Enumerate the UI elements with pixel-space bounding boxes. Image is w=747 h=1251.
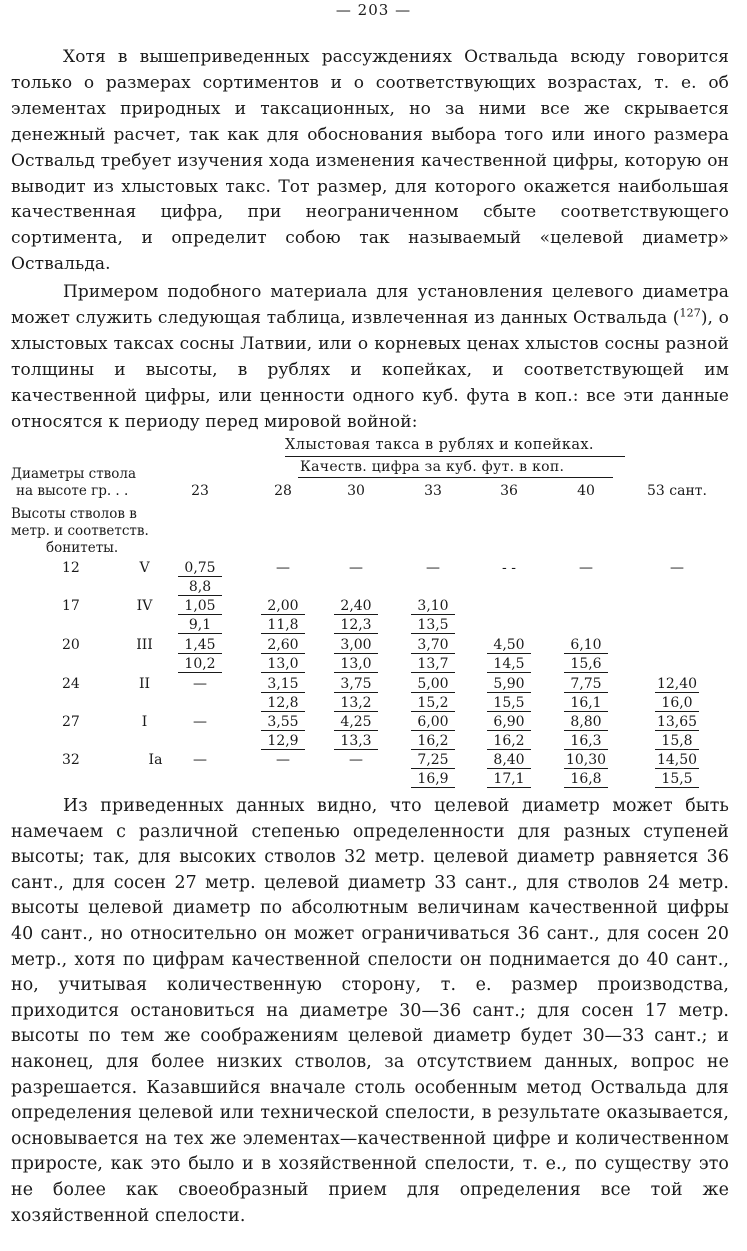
quality-cell: 15,6	[564, 656, 608, 673]
paragraph-conclusion: Из приведенных данных видно, что целевой диаметр может быть намечаем с различной степенью определенности для разных ступеней высоты; так, для высоких стволов 32 метр. целевой диаметр равняется 36 сант., для сосен 27 метр. целевой диаметр 33 сант., для стволов 24 метр. высоты целевой диаметр по абсолютным величинам качественной цифры 40 сант., но относительно он может ограничиваться 36 сант., для сосен 20 метр., хотя по цифрам качественной спелости он поднимается до 40 сант., но, учитывая количественную сторону, т. е. размер производства, приходится остановиться на диаметре 30—36 сант.; для сосен 17 метр. высоты по тем же соображениям целевой диаметр будет 30—33 сант.; и наконец, для более низких стволов, за отсутствием данных, вопрос не разрешается. Казавшийся вначале столь особенным метод Оствальда для определения целевой или технической спелости, в результате оказывается, основывается на тех же элементах—качественной цифре и количественном приросте, как это было и в хозяйственной спелости, т. е., по существу это не более как своеобразный прием для определения все той же хозяйственной спелости.	[11, 796, 729, 1226]
price-cell: —	[276, 560, 290, 576]
quality-cell: 14,5	[487, 656, 531, 673]
page-number: — 203 —	[335, 1, 412, 19]
diameter-label-line1: Диаметры ствола	[11, 466, 137, 482]
price-cell: 2,60	[261, 637, 305, 654]
diameter-header: 28	[274, 483, 292, 499]
quality-cell: 13,7	[411, 656, 455, 673]
price-cell: —	[670, 560, 684, 576]
paragraph-table-intro-end: ), о хлыстовых таксах сосны Латвии, или о корневых ценах хлыстов сосны разной толщины и высоты, в рублях и копейках, и соответствующей им качественной цифры, или ценности одного куб. фута в коп.: все эти данные относятся к периоду перед мировой войной:	[11, 307, 730, 432]
price-cell: 6,00	[411, 714, 455, 731]
diameter-header: 40	[577, 483, 595, 499]
quality-cell: 16,0	[655, 695, 699, 712]
quality-cell: 8,8	[178, 579, 222, 596]
row-bonitet: I	[141, 714, 148, 730]
row-height: 32	[62, 752, 80, 768]
quality-cell: 13,0	[261, 656, 305, 673]
price-cell: —	[426, 560, 440, 576]
price-cell: 8,80	[564, 714, 608, 731]
quality-cell: 15,8	[655, 733, 699, 750]
quality-cell: 16,1	[564, 695, 608, 712]
price-cell: 4,25	[334, 714, 378, 731]
footnote-ref-127: 127	[679, 306, 701, 320]
quality-cell: 11,8	[261, 617, 305, 634]
height-label-line2: метр. и соответств.	[11, 523, 149, 539]
paragraph-table-intro-start: Примером подобного материала для установления целевого диаметра может служить следующая таблица, извлеченная из данных Оствальда (	[11, 282, 729, 328]
price-cell: 12,40	[656, 676, 698, 692]
price-cell: —	[349, 560, 363, 576]
paragraph-ostwald-intro: Хотя в вышеприведенных рассуждениях Оствальда всюду говорится только о размерах сортиментов и о соответствующих возрастах, т. е. об элементах природных и таксационных, но за ними все же скрывается денежный расчет, так как для обоснования выбора того или иного размера Оствальд требует изучения хода изменения качественной цифры, которую он выводит из хлыстовых такс. Тот размер, для которого окажется наибольшая качественная цифра, при неограниченном сбыте соответствующего сортимента, и определит собою так называемый «целевой диаметр» Оствальда.	[11, 47, 729, 275]
quality-cell: 15,5	[655, 771, 699, 788]
quality-cell: 9,1	[178, 617, 222, 634]
price-cell: 1,05	[178, 598, 222, 615]
row-bonitet: II	[138, 676, 151, 692]
quality-cell: 12,9	[261, 733, 305, 750]
quality-cell: 16,3	[564, 733, 608, 750]
row-bonitet: Ia	[148, 752, 163, 768]
row-height: 17	[62, 598, 80, 614]
price-cell: - -	[502, 560, 516, 576]
quality-cell: 17,1	[487, 771, 531, 788]
quality-cell: 13,0	[334, 656, 378, 673]
table-header-quality: Качеств. цифра за куб. фут. в коп.	[300, 459, 565, 475]
row-height: 12	[62, 560, 80, 576]
price-cell: —	[579, 560, 593, 576]
quality-cell: 16,2	[487, 733, 531, 750]
quality-cell: 10,2	[178, 656, 222, 673]
price-cell: 3,75	[334, 676, 378, 693]
price-cell: 3,00	[334, 637, 378, 654]
price-cell: 5,00	[411, 676, 455, 693]
price-cell: 3,70	[411, 637, 455, 654]
row-height: 24	[62, 676, 80, 692]
table-header-price: Хлыстовая такса в рублях и копейках.	[285, 437, 594, 453]
height-label-line1: Высоты стволов в	[11, 506, 137, 522]
quality-cell: 15,5	[487, 695, 531, 712]
price-cell: 6,10	[564, 637, 608, 654]
price-cell: 14,50	[656, 752, 698, 768]
price-cell: 2,00	[261, 598, 305, 615]
price-cell: —	[349, 752, 363, 768]
height-label-line3: бонитеты.	[46, 540, 119, 556]
row-height: 27	[62, 714, 80, 730]
table-header-quality-rule	[298, 477, 613, 478]
quality-cell: 13,2	[334, 695, 378, 712]
diameter-header: 30	[347, 483, 365, 499]
row-bonitet: V	[139, 560, 150, 576]
diameter-header: 23	[191, 483, 209, 499]
price-cell: 5,90	[487, 676, 531, 693]
price-cell: 7,75	[564, 676, 608, 693]
diameter-header: 33	[424, 483, 442, 499]
quality-cell: 15,2	[411, 695, 455, 712]
quality-cell: 16,9	[411, 771, 455, 788]
price-cell: —	[193, 714, 207, 730]
quality-cell: 16,2	[411, 733, 455, 750]
price-cell: 6,90	[487, 714, 531, 731]
row-height: 20	[62, 637, 80, 653]
price-cell: 3,10	[411, 598, 455, 615]
price-cell: 3,55	[261, 714, 305, 731]
price-cell: 0,75	[178, 560, 222, 577]
row-bonitet: IV	[136, 598, 153, 614]
diameter-header: 36	[500, 483, 518, 499]
price-cell: 3,15	[261, 676, 305, 693]
diameter-label-line2: на высоте гр. . .	[16, 483, 129, 499]
price-cell: 8,40	[487, 752, 531, 769]
price-cell: —	[193, 676, 207, 692]
quality-cell: 13,3	[334, 733, 378, 750]
row-bonitet: III	[136, 637, 153, 653]
price-cell: 7,25	[411, 752, 455, 769]
price-cell: 4,50	[487, 637, 531, 654]
price-cell: 13,65	[656, 714, 698, 730]
diameter-header: 53 сант.	[647, 483, 707, 499]
quality-cell: 13,5	[411, 617, 455, 634]
price-cell: 10,30	[565, 752, 607, 768]
price-cell: 1,45	[178, 637, 222, 654]
quality-cell: 12,3	[334, 617, 378, 634]
price-cell: —	[276, 752, 290, 768]
table-header-price-rule	[285, 456, 625, 457]
quality-cell: 12,8	[261, 695, 305, 712]
quality-cell: 16,8	[564, 771, 608, 788]
price-cell: —	[193, 752, 207, 768]
price-cell: 2,40	[334, 598, 378, 615]
